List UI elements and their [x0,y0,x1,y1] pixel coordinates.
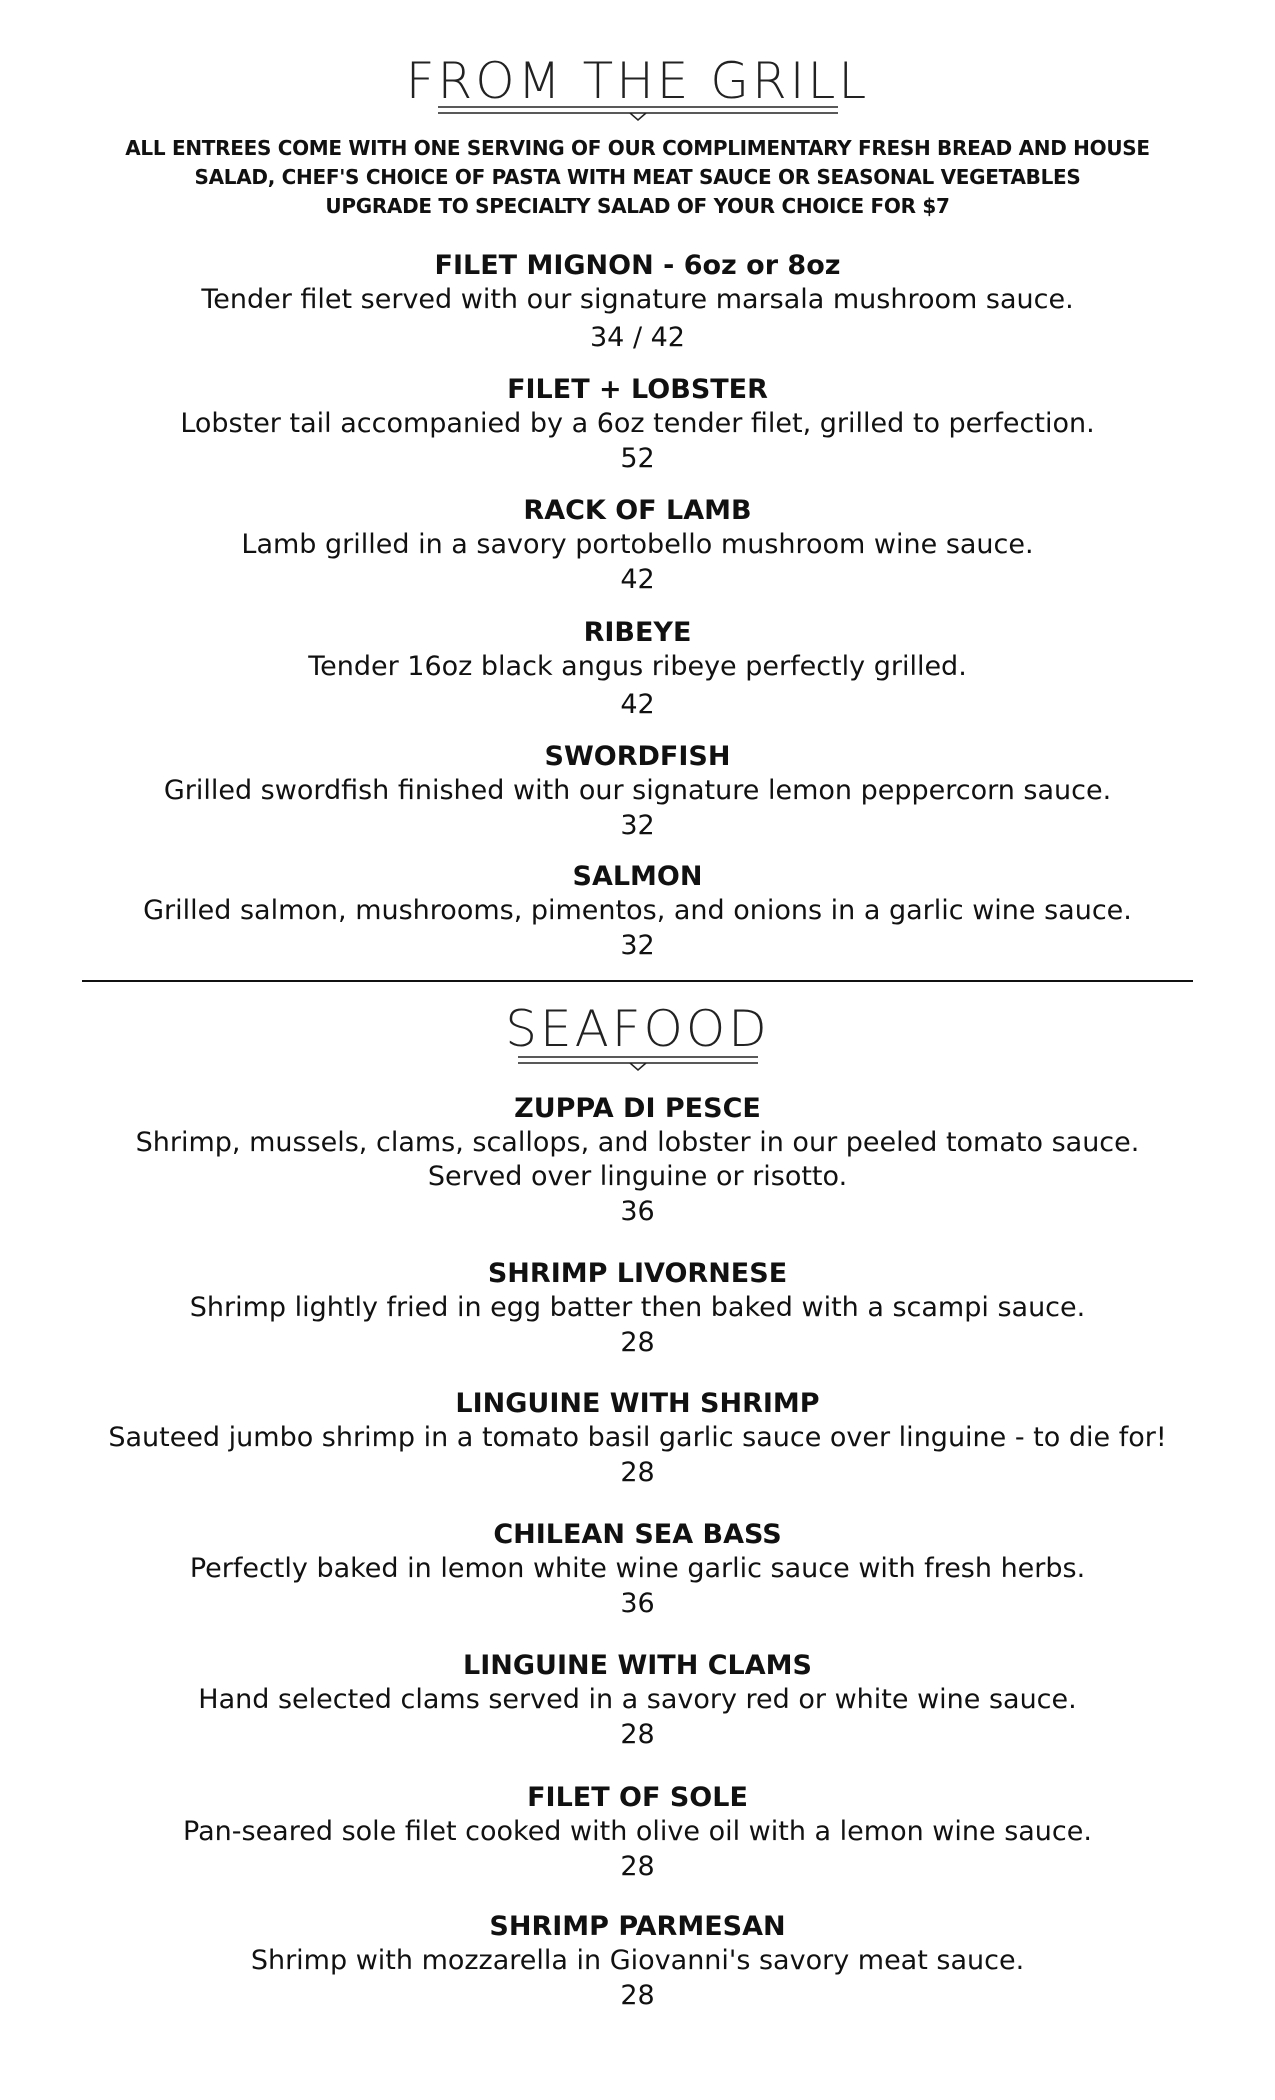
item-price: 32 [620,930,655,961]
menu-item [0,1518,1275,1622]
item-description: Sauteed jumbo shrimp in a tomato basil garlic sauce over linguine - to die for! [108,1422,1167,1453]
item-name: SALMON [572,861,703,892]
item-price: 36 [620,1588,655,1619]
item-price: 34 / 42 [590,322,685,353]
item-description: Hand selected clams served in a savory red or white wine sauce. [198,1684,1077,1715]
item-description: Grilled swordfish finished with our signature lemon peppercorn sauce. [163,775,1112,806]
item-name: SWORDFISH [544,741,731,772]
menu-item [0,1910,1275,2014]
item-description: Shrimp lightly fried in egg batter then baked with a scampi sauce. [189,1292,1086,1323]
title-ornament [518,1054,758,1074]
item-name: RIBEYE [583,617,692,648]
item-price: 42 [620,564,655,595]
menu-item [0,1257,1275,1361]
menu-item [0,1781,1275,1885]
item-description: Shrimp, mussels, clams, scallops, and lobster in our peeled tomato sauce. [135,1127,1140,1158]
item-description: Lamb grilled in a savory portobello mushroom wine sauce. [241,529,1034,560]
item-name: SHRIMP LIVORNESE [487,1258,788,1289]
item-name: LINGUINE WITH CLAMS [463,1650,812,1681]
intro-line: UPGRADE TO SPECIALTY SALAD OF YOUR CHOICE FOR $7 [325,194,950,218]
item-name: ZUPPA DI PESCE [514,1093,761,1124]
seafood-section-title: SEAFOOD [505,1000,770,1058]
item-name: LINGUINE WITH SHRIMP [455,1388,820,1419]
menu-item [0,860,1275,964]
menu-item [0,249,1275,356]
item-description: Grilled salmon, mushrooms, pimentos, and onions in a garlic wine sauce. [143,895,1132,926]
item-price: 42 [620,689,655,720]
menu-item [0,373,1275,477]
menu-item [0,1092,1275,1230]
menu-item [0,1649,1275,1753]
menu-item [0,616,1275,723]
item-name: RACK OF LAMB [523,495,752,526]
section-divider [82,980,1193,982]
item-description: Perfectly baked in lemon white wine garlic sauce with fresh herbs. [189,1553,1086,1584]
intro-line: ALL ENTREES COME WITH ONE SERVING OF OUR COMPLIMENTARY FRESH BREAD AND HOUSE [125,136,1150,160]
item-price: 52 [620,443,655,474]
item-price: 36 [620,1196,655,1227]
item-description: Tender 16oz black angus ribeye perfectly grilled. [308,651,967,682]
item-description: Lobster tail accompanied by a 6oz tender filet, grilled to perfection. [180,408,1095,439]
item-name: SHRIMP PARMESAN [489,1911,786,1942]
grill-section-title: FROM THE GRILL [405,52,870,110]
item-name: FILET OF SOLE [527,1782,748,1813]
item-price: 28 [620,1327,655,1358]
item-name: CHILEAN SEA BASS [493,1519,782,1550]
entree-intro [0,134,1275,221]
item-price: 28 [620,1719,655,1750]
menu-item [0,1387,1275,1491]
item-price: 28 [620,1851,655,1882]
item-price: 28 [620,1980,655,2011]
item-name: FILET + LOBSTER [507,374,768,405]
item-description: Shrimp with mozzarella in Giovanni's savory meat sauce. [250,1945,1025,1976]
intro-line: SALAD, CHEF'S CHOICE OF PASTA WITH MEAT SAUCE OR SEASONAL VEGETABLES [194,165,1081,189]
menu-item [0,494,1275,598]
item-name: FILET MIGNON - 6oz or 8oz [434,250,841,281]
menu-item [0,740,1275,844]
item-description: Pan-seared sole filet cooked with olive oil with a lemon wine sauce. [183,1816,1092,1847]
item-description-2: Served over linguine or risotto. [427,1161,848,1192]
title-ornament [438,104,838,124]
item-price: 28 [620,1457,655,1488]
item-description: Tender filet served with our signature marsala mushroom sauce. [201,284,1074,315]
item-price: 32 [620,810,655,841]
